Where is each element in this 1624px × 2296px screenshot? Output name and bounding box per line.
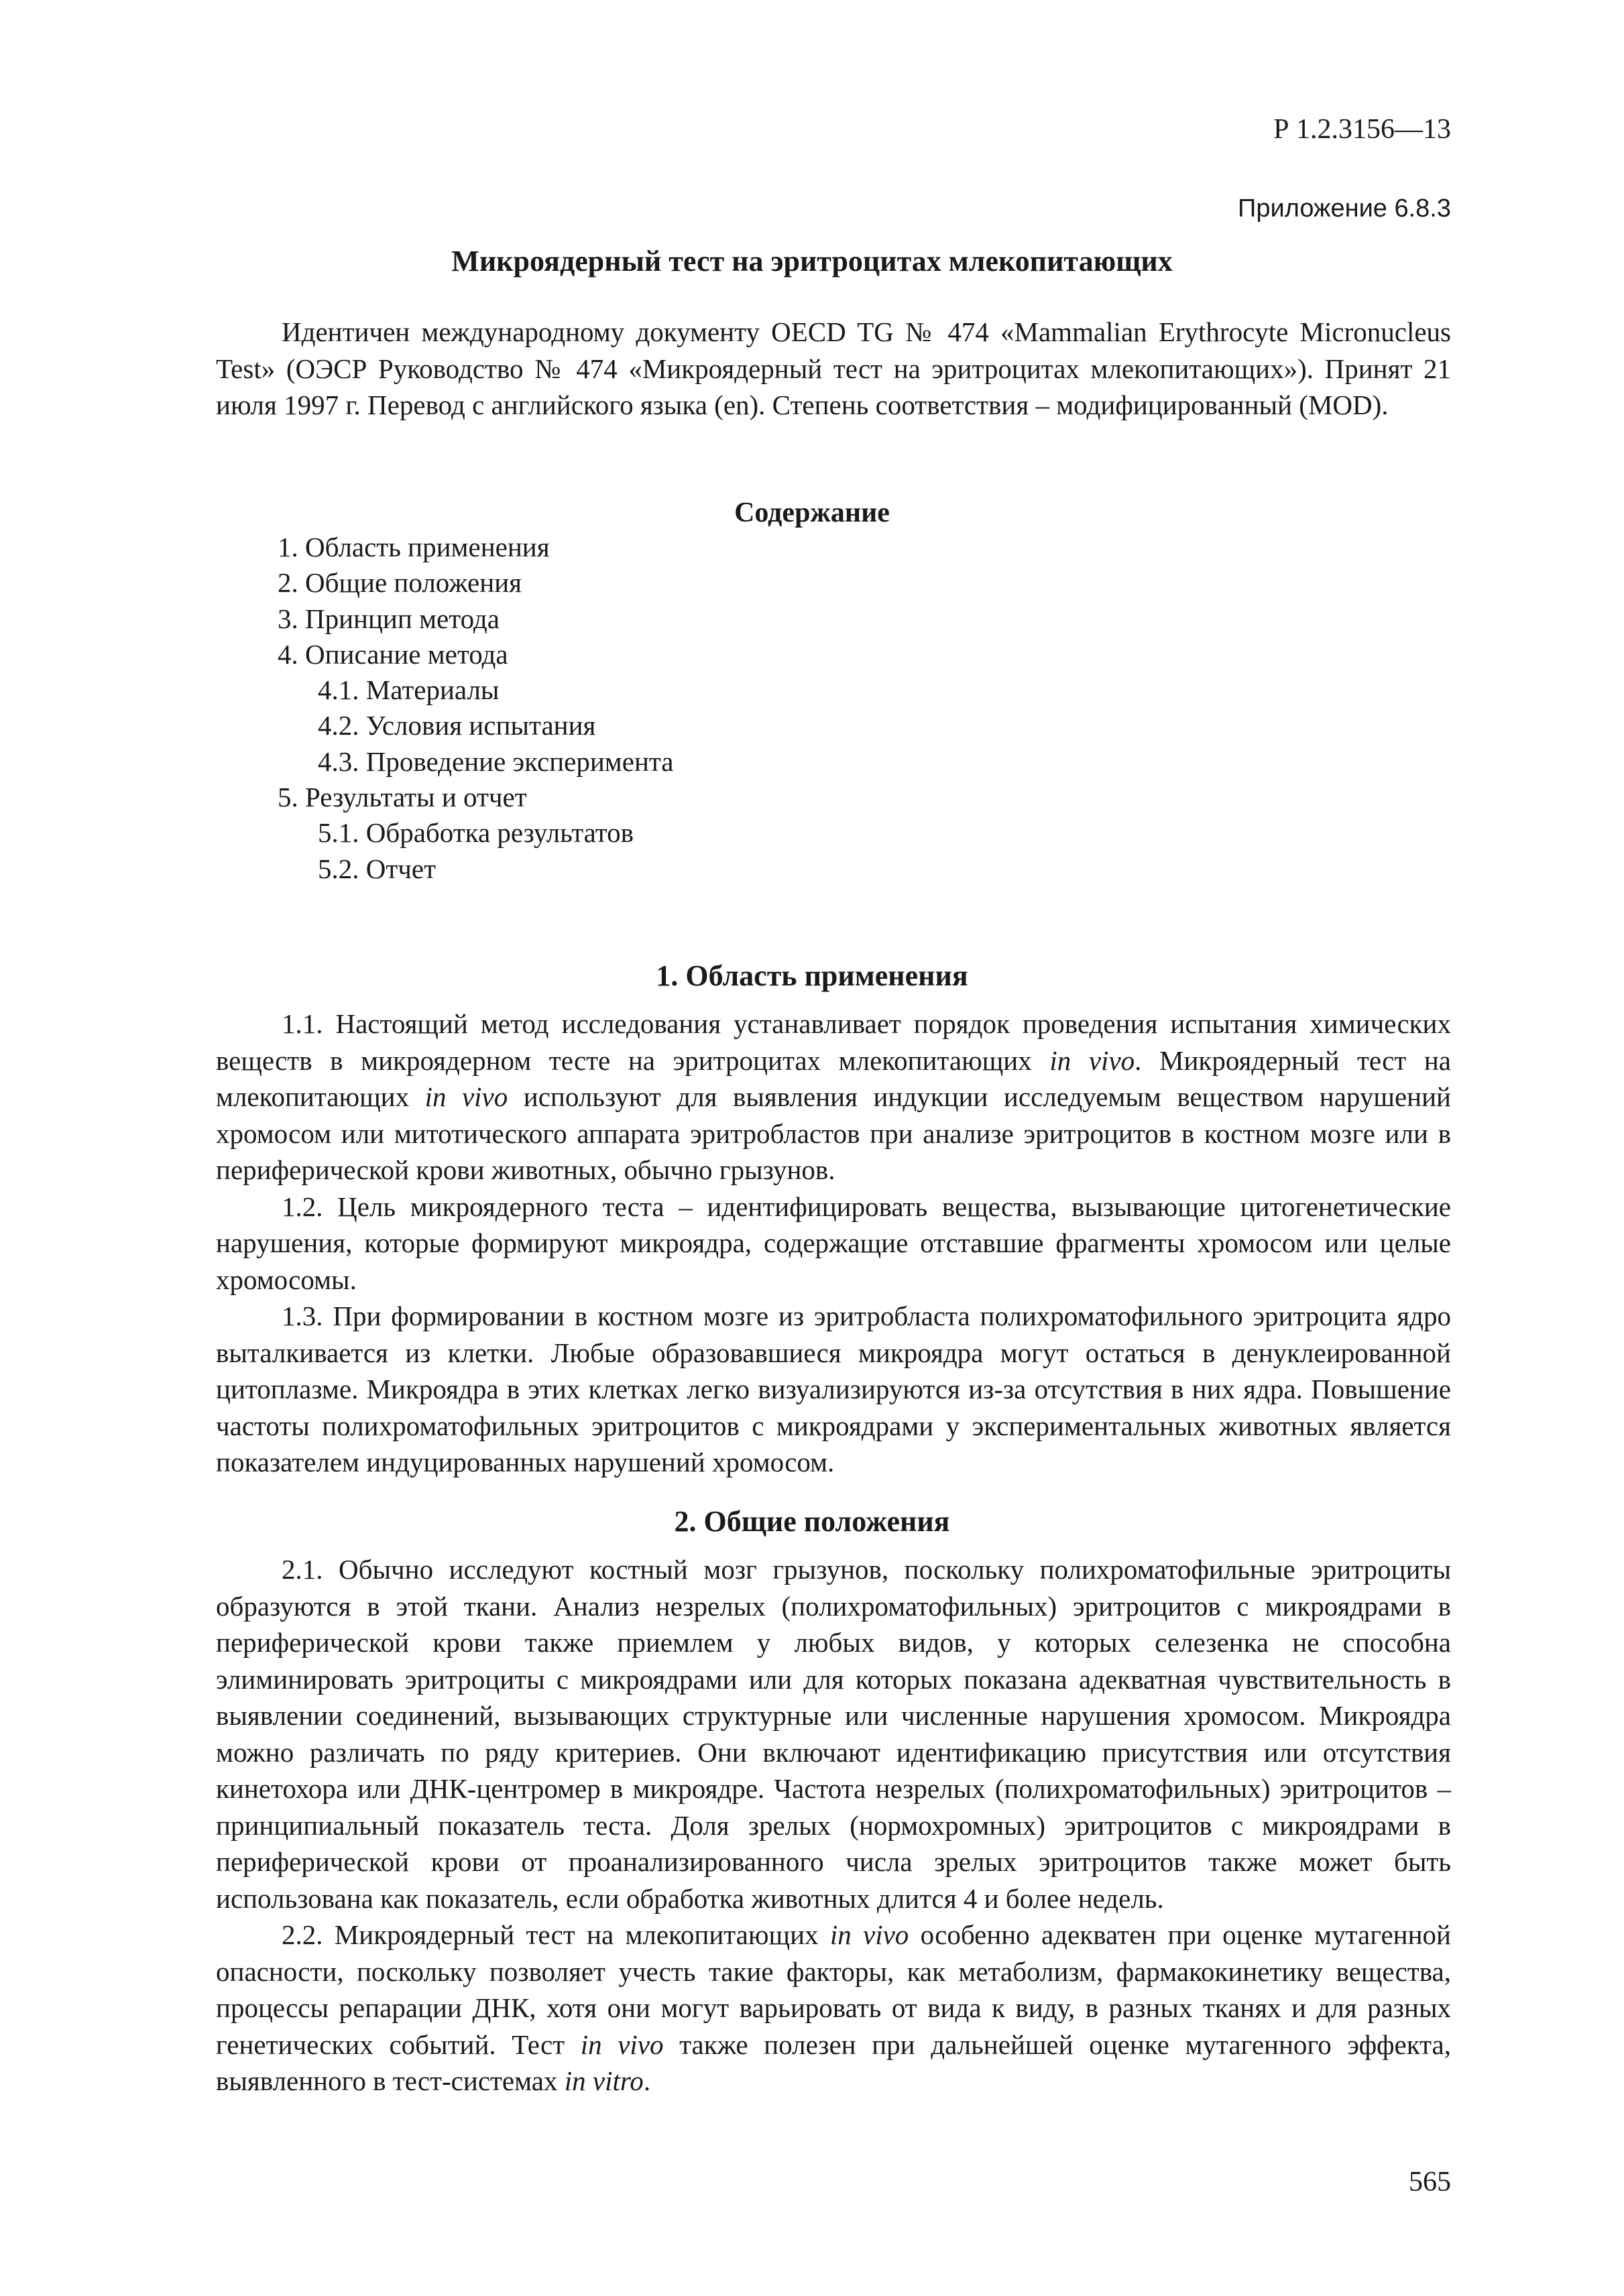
section-2-heading: 2. Общие положения bbox=[674, 1505, 950, 1538]
paragraph-2-2: 2.2. Микроядерный тест на млекопитающих in vivo особенно адекватен при оценке мутагенной опасности, поскольку позволяет учесть такие факторы, как метаболизм, фармакокинетику вещества, процессы репарации ДНК, хотя они могут варьировать от вида к виду, в разных тканях и для разных генетических событий. Тест in vivo также полезен при дальнейшей оценке мутагенного эффекта, выявленного в тест-системах in vitro. bbox=[216, 1919, 1452, 2096]
section-1-body bbox=[216, 1006, 1451, 1481]
toc-heading: Содержание bbox=[734, 497, 890, 528]
intro-block bbox=[216, 314, 1451, 424]
table-of-contents bbox=[278, 530, 674, 887]
toc-subitem: 4.3. Проведение эксперимента bbox=[318, 745, 674, 777]
toc-item: 5. Результаты и отчет bbox=[278, 782, 527, 813]
document-title: Микроядерный тест на эритроцитах млекопитающих bbox=[451, 245, 1173, 278]
toc-subitem: 5.1. Обработка результатов bbox=[318, 817, 634, 849]
toc-item: 2. Общие положения bbox=[278, 567, 522, 599]
section-2-body bbox=[216, 1551, 1451, 2100]
section-1-heading: 1. Область применения bbox=[656, 959, 968, 992]
toc-item: 1. Область применения bbox=[278, 532, 550, 562]
page-number: 565 bbox=[1409, 2167, 1451, 2197]
appendix-label: Приложение 6.8.3 bbox=[1238, 194, 1451, 223]
toc-subitem: 4.2. Условия испытания bbox=[318, 710, 596, 741]
paragraph-2-1: 2.1. Обычно исследуют костный мозг грызунов, поскольку полихроматофильные эритроциты образуются в этой ткани. Анализ незрелых (полихроматофильных) эритроцитов с микроядрами в периферической крови также приемлем у любых видов, у которых селезенка не способна элиминировать эритроциты с микроядрами или для которых показана адекватная чувствительность в выявлении соединений, вызывающих структурные или численные нарушения хромосом. Микроядра можно различать по ряду критериев. Они включают идентификацию присутствия или отсутствия кинетохора или ДНК-центромер в микроядре. Частота незрелых (полихроматофильных) эритроцитов – принципиальный показатель теста. Доля зрелых (нормохромных) эритроцитов с микроядрами в периферической крови от проанализированного числа зрелых эритроцитов также может быть использована как показатель, если обработка животных длится 4 и более недель. bbox=[216, 1554, 1451, 1914]
toc-item: 3. Принцип метода bbox=[278, 603, 500, 634]
paragraph-1-2: 1.2. Цель микроядерного теста – идентифицировать вещества, вызывающие цитогенетические нарушения, которые формируют микроядра, содержащие отставшие фрагменты хромосом или целые хромосомы. bbox=[216, 1191, 1451, 1295]
toc-subitem: 5.2. Отчет bbox=[318, 853, 437, 884]
intro-paragraph: Идентичен международному документу OECD TG № 474 «Mammalian Erythrocyte Micronucleus Test» (ОЭСР Руководство № 474 «Микроядерный тест на эритроцитах млекопитающих»). Принят 21 июля 1997 г. Перевод с английского языка (en). Степень соответствия – модифицированный (MOD). bbox=[216, 316, 1451, 420]
paragraph-1-3: 1.3. При формировании в костном мозге из эритробласта полихроматофильного эритроцита ядро выталкивается из клетки. Любые образовавшиеся микроядра могут остаться в денуклеированной цитоплазме. Микроядра в этих клетках легко визуализируются из-за отсутствия в них ядра. Повышение частоты полихроматофильных эритроцитов с микроядрами у экспериментальных животных является показателем индуцированных нарушений хромосом. bbox=[216, 1301, 1451, 1477]
toc-subitem: 4.1. Материалы bbox=[318, 674, 500, 706]
toc-item: 4. Описание метода bbox=[278, 638, 508, 670]
document-code: Р 1.2.3156—13 bbox=[1273, 114, 1451, 145]
paragraph-1-1: 1.1. Настоящий метод исследования устанавливает порядок проведения испытания химических веществ в микроядерном тесте на эритроцитах млекопитающих in vivo. Микроядерный тест на млекопитающих in vivo используют для выявления индукции исследуемым веществом нарушений хромосом или митотического аппарата эритробластов при анализе эритроцитов в костном мозге или в периферической крови животных, обычно грызунов. bbox=[216, 1008, 1451, 1185]
